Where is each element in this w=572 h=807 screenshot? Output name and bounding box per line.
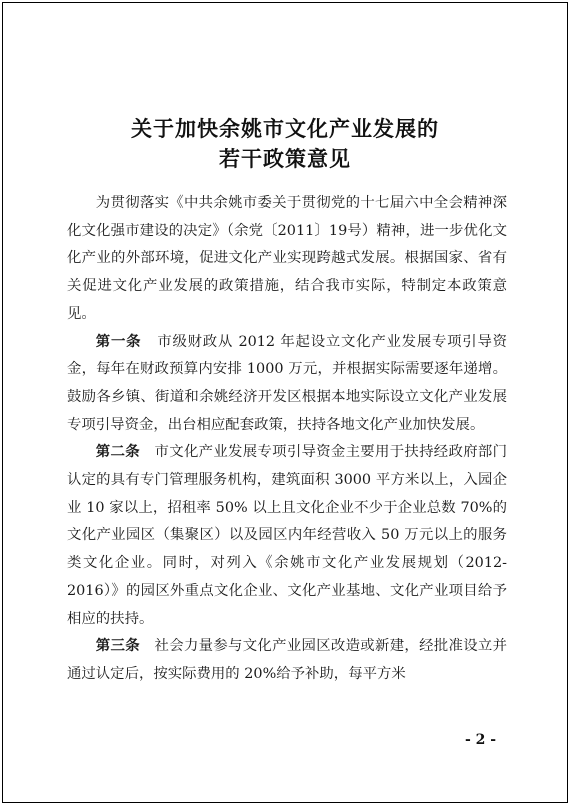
article-1-text: 市级财政从 2012 年起设立文化产业发展专项引导资金，每年在财政预算内安排 1000 万元，并根据实际需要逐年递增。鼓励各乡镇、街道和余姚经济开发区根据本地实际设立文化产业发展专项引导资金，出台相应配套政策，扶持各地文化产业加快发展。 [67, 333, 507, 433]
article-2-label: 第二条 [95, 444, 140, 461]
document-title-line-1: 关于加快余姚市文化产业发展的 [131, 116, 439, 141]
article-1-label: 第一条 [95, 333, 142, 350]
article-3-text: 社会力量参与文化产业园区改造或新建，经批准设立并通过认定后，按实际费用的 20%给予补助，每平方米 [67, 638, 507, 682]
article-1 [67, 329, 507, 440]
article-3 [67, 633, 507, 688]
document-page [2, 2, 568, 803]
article-2-text: 市文化产业发展专项引导资金主要用于扶持经政府部门认定的具有专门管理服务机构，建筑面积 3000 平方米以上，入园企业 10 家以上，招租率 50% 以上且文化企业不少于企业总数 70%的文化产业园区（集聚区）以及园区内年经营收入 50 万元以上的服务类文化企业。同时，对列入《余姚市文化产业发展规划（2012-2016）》的园区外重点文化企业、文化产业基地、文化产业项目给予相应的扶持。 [67, 444, 507, 627]
page-number: - 2 - [465, 732, 497, 748]
intro-paragraph: 为贯彻落实《中共余姚市委关于贯彻党的十七届六中全会精神深化文化强市建设的决定》（余党〔2011〕19号）精神，进一步优化文化产业的外部环境，促进文化产业实现跨越式发展。根据国家、省有关促进文化产业发展的政策措施，结合我市实际，特制定本政策意见。 [67, 195, 507, 322]
article-2 [67, 439, 507, 633]
article-3-label: 第三条 [95, 638, 140, 655]
document-title-line-2: 若干政策意见 [219, 146, 351, 171]
document-body [67, 190, 507, 689]
